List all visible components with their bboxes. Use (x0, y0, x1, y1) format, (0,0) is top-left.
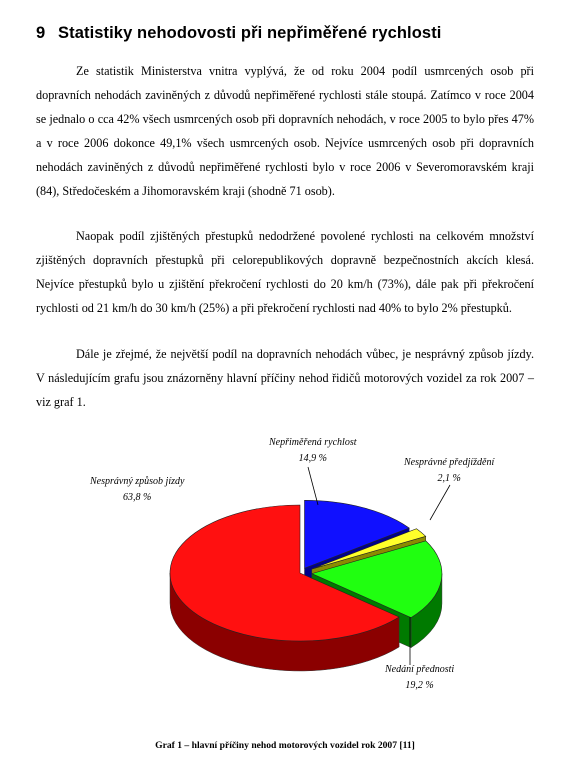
slice-label-prednost (385, 663, 454, 692)
slice-label-nepr-rychlost (269, 436, 357, 465)
pie-chart (60, 425, 530, 715)
slice-value: 2,1 % (437, 473, 461, 484)
paragraph: Dále je zřejmé, že největší podíl na dopravních nehodách vůbec, je nesprávný způsob jízdy. V následujícím grafu jsou znázorněny hlavní příčiny nehod řidičů motorových vozidel za rok 2007 – viz graf 1. (36, 347, 534, 409)
slice-value: 14,9 % (298, 453, 327, 464)
paragraph: Ze statistik Ministerstva vnitra vyplývá, že od roku 2004 podíl usmrcených osob při dopravních nehodách zaviněných z důvodů nepřiměřené rychlosti stále stoupá. Zatímco v roce 2004 se jednalo o cca 42% všech usmrcených osob při dopravních nehodách, v roce 2005 to bylo přes 47% a v roce 2006 dokonce 49,1% všech usmrcených osob. Nejvíce usmrcených osob při dopravních nehodách zaviněných z důvodů nepřiměřené rychlosti bylo v roce 2006 v Severomoravském kraji (84), Středočeském a Jihomoravském kraji (shodně 71 osob). (36, 64, 534, 198)
slice-label-zpusob-jizdy (90, 475, 184, 504)
slice-value: 19,2 % (405, 680, 434, 691)
section-number: 9 (36, 24, 46, 42)
paragraph-block-2 (36, 225, 534, 321)
figure-caption: Graf 1 – hlavní příčiny nehod motorových vozidel rok 2007 [11] (155, 740, 415, 751)
slice-label-text: Nepřiměřená rychlost (269, 437, 357, 448)
slice-label-text: Nesprávné předjíždění (404, 457, 495, 468)
section-heading (36, 24, 441, 43)
leader-line (430, 485, 450, 520)
slice-label-text: Nesprávný způsob jízdy (90, 476, 185, 487)
paragraph-block-1 (36, 60, 534, 203)
paragraph: Naopak podíl zjištěných přestupků nedodržené povolené rychlosti na celkovém množství zjištěných dopravních přestupků při celorepublikových dopravně bezpečnostních akcích klesá. Nejvíce přestupků bylo u zjištění překročení rychlosti do 20 km/h (73%), dále pak při překročení rychlosti od 21 km/h do 30 km/h (25%) a při překročení rychlosti nad 40% to bylo 2% přestupků. (36, 229, 534, 315)
slice-value: 63,8 % (123, 492, 152, 503)
slice-label-text: Nedání přednosti (385, 664, 455, 675)
leader-line (308, 467, 318, 505)
slice-label-predjizdeni (404, 456, 494, 485)
section-title: Statistiky nehodovosti při nepřiměřené rychlosti (58, 24, 442, 42)
paragraph-block-3 (36, 343, 534, 415)
